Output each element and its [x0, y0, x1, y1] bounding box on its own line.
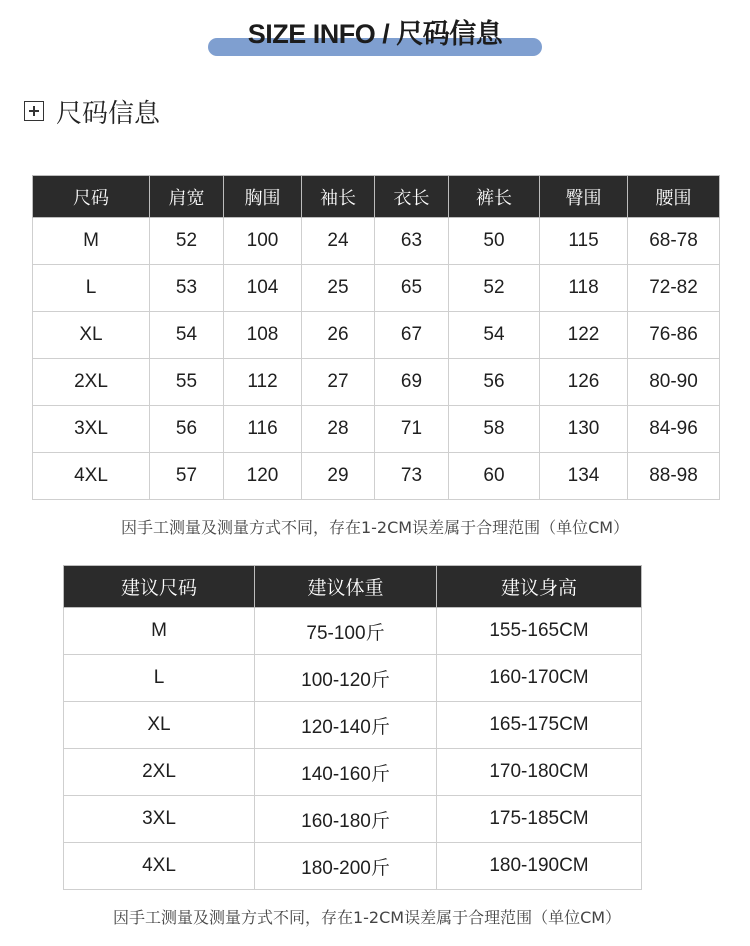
table-cell: 27 — [302, 359, 375, 406]
table-cell: 112 — [224, 359, 302, 406]
table-cell: 68-78 — [628, 218, 720, 265]
table-row — [64, 702, 642, 749]
table-cell: 160-180斤 — [255, 796, 437, 843]
table-row — [64, 608, 642, 655]
size-table-header: 肩宽 — [150, 176, 224, 218]
table-cell: 122 — [540, 312, 628, 359]
table-cell: 126 — [540, 359, 628, 406]
table-cell: 160-170CM — [437, 655, 642, 702]
table-cell: 67 — [375, 312, 449, 359]
header-banner — [0, 0, 750, 70]
table-cell: 24 — [302, 218, 375, 265]
table-cell: 28 — [302, 406, 375, 453]
table-cell: 58 — [449, 406, 540, 453]
table-cell: 104 — [224, 265, 302, 312]
table-row — [64, 655, 642, 702]
table-cell: 26 — [302, 312, 375, 359]
table-cell: XL — [33, 312, 150, 359]
section-heading — [24, 94, 160, 128]
measurement-note: 因手工测量及测量方式不同，存在1-2CM误差属于合理范围（单位CM） — [112, 908, 622, 927]
table-cell: 76-86 — [628, 312, 720, 359]
table-cell: 52 — [449, 265, 540, 312]
table-cell: 56 — [449, 359, 540, 406]
table-cell: 84-96 — [628, 406, 720, 453]
table-cell: 115 — [540, 218, 628, 265]
rec-table-header-row — [64, 566, 642, 608]
table-row — [33, 218, 720, 265]
size-table-header: 裤长 — [449, 176, 540, 218]
table-cell: 73 — [375, 453, 449, 500]
table-cell: 120-140斤 — [255, 702, 437, 749]
table-cell: 71 — [375, 406, 449, 453]
table-cell: 3XL — [33, 406, 150, 453]
table-cell: 165-175CM — [437, 702, 642, 749]
table-cell: 100 — [224, 218, 302, 265]
table-cell: 60 — [449, 453, 540, 500]
table-cell: 65 — [375, 265, 449, 312]
table-cell: 69 — [375, 359, 449, 406]
table-cell: 180-200斤 — [255, 843, 437, 890]
size-table-header: 衣长 — [375, 176, 449, 218]
table-cell: 53 — [150, 265, 224, 312]
size-table-header-row — [33, 176, 720, 218]
table-cell: 55 — [150, 359, 224, 406]
table-cell: 180-190CM — [437, 843, 642, 890]
table-cell: 2XL — [33, 359, 150, 406]
table-row — [33, 406, 720, 453]
table-cell: 118 — [540, 265, 628, 312]
table-cell: 52 — [150, 218, 224, 265]
rec-table-header: 建议体重 — [255, 566, 437, 608]
table-cell: 4XL — [33, 453, 150, 500]
table-cell: 88-98 — [628, 453, 720, 500]
table-row — [33, 453, 720, 500]
table-row — [64, 749, 642, 796]
section-title: 尺码信息 — [56, 98, 161, 129]
table-cell: 75-100斤 — [255, 608, 437, 655]
table-cell: 108 — [224, 312, 302, 359]
table-cell: 54 — [449, 312, 540, 359]
table-cell: 130 — [540, 406, 628, 453]
table-cell: 72-82 — [628, 265, 720, 312]
table-row — [33, 312, 720, 359]
table-cell: L — [33, 265, 150, 312]
table-cell: L — [64, 655, 255, 702]
table-cell: M — [64, 608, 255, 655]
measurement-note: 因手工测量及测量方式不同，存在1-2CM误差属于合理范围（单位CM） — [120, 518, 630, 537]
table-cell: 57 — [150, 453, 224, 500]
table-row — [64, 843, 642, 890]
recommendation-table — [63, 565, 642, 890]
table-cell: 134 — [540, 453, 628, 500]
plus-box-icon — [24, 101, 44, 121]
table-cell: 80-90 — [628, 359, 720, 406]
table-row — [33, 359, 720, 406]
table-cell: 116 — [224, 406, 302, 453]
size-table-header: 胸围 — [224, 176, 302, 218]
table-cell: 155-165CM — [437, 608, 642, 655]
table-cell: 100-120斤 — [255, 655, 437, 702]
size-table-header: 腰围 — [628, 176, 720, 218]
table-cell: 54 — [150, 312, 224, 359]
table-cell: 120 — [224, 453, 302, 500]
table-cell: 140-160斤 — [255, 749, 437, 796]
table-cell: 170-180CM — [437, 749, 642, 796]
size-table — [32, 175, 720, 500]
rec-table-header: 建议尺码 — [64, 566, 255, 608]
table-cell: 25 — [302, 265, 375, 312]
banner-title: SIZE INFO / 尺码信息 — [247, 19, 503, 49]
size-table-header: 尺码 — [33, 176, 150, 218]
size-table-header: 臀围 — [540, 176, 628, 218]
table-cell: XL — [64, 702, 255, 749]
table-cell: 29 — [302, 453, 375, 500]
table-cell: 63 — [375, 218, 449, 265]
table-cell: 3XL — [64, 796, 255, 843]
table-cell: 50 — [449, 218, 540, 265]
table-cell: 2XL — [64, 749, 255, 796]
table-cell: 4XL — [64, 843, 255, 890]
table-cell: 56 — [150, 406, 224, 453]
rec-table-header: 建议身高 — [437, 566, 642, 608]
table-row — [33, 265, 720, 312]
table-cell: 175-185CM — [437, 796, 642, 843]
table-row — [64, 796, 642, 843]
table-cell: M — [33, 218, 150, 265]
size-table-header: 袖长 — [302, 176, 375, 218]
